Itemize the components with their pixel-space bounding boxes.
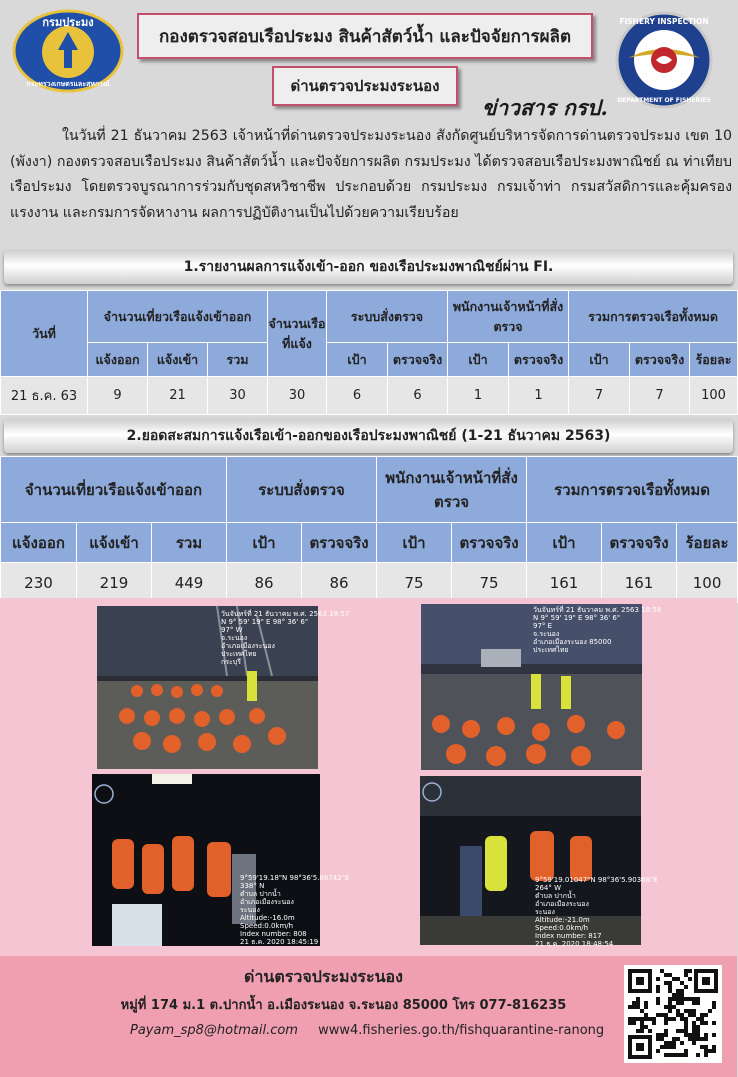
- col-system: ระบบสั่งตรวจ: [227, 457, 377, 523]
- daily-report-table: [0, 290, 738, 415]
- col-officer: พนักงานเจ้าหน้าที่สั่งตรวจ: [448, 291, 569, 343]
- table-cell: 7: [569, 377, 630, 415]
- svg-text:DEPARTMENT OF FISHERIES: DEPARTMENT OF FISHERIES: [617, 97, 711, 104]
- table-row: [1, 377, 738, 415]
- col-out: แจ้งออก: [1, 523, 77, 563]
- col-system-target: เป้า: [327, 343, 388, 377]
- inspection-photo-3: [92, 774, 350, 946]
- col-sum: รวม: [208, 343, 268, 377]
- table-cell: 30: [208, 377, 268, 415]
- table-cell: 161: [527, 563, 602, 603]
- col-system-actual: ตรวจจริง: [388, 343, 448, 377]
- table-cell: 100: [690, 377, 738, 415]
- col-system: ระบบสั่งตรวจ: [327, 291, 448, 343]
- table-cell: 21: [148, 377, 208, 415]
- table-cell: 86: [302, 563, 377, 603]
- col-total: รวมการตรวจเรือทั้งหมด: [527, 457, 738, 523]
- col-total: รวมการตรวจเรือทั้งหมด: [569, 291, 738, 343]
- qr-code: [624, 965, 722, 1063]
- photo-stamp: วันจันทร์ที่ 21 ธันวาคม พ.ศ. 2563 18:57 N 9° 59' 19" E 98° 36' 6" 97° W จ.ระนอง อำเภอเมืองระนอง ประเทศไทย กระบุรี: [221, 610, 350, 666]
- inspection-photo-1: [97, 606, 350, 769]
- svg-text:FISHERY INSPECTION: FISHERY INSPECTION: [619, 17, 709, 26]
- news-tag: ข่าวสาร กรป.: [482, 95, 608, 120]
- col-trips: จำนวนเที่ยวเรือแจ้งเข้าออก: [1, 457, 227, 523]
- col-total-target: เป้า: [569, 343, 630, 377]
- photo-stamp: 9°59'19.18"N 98°36'5.86742"E 338° N ตำบล ปากน้ำ อำเภอเมืองระนอง ระนอง Altitude:-16.0m Speed:0.0km/h Index number: 808 21 ธ.ค. 2020 18:45:19: [240, 874, 350, 946]
- col-date: วันที่: [1, 291, 88, 377]
- footer-title: ด่านตรวจประมงระนอง: [244, 967, 403, 986]
- col-trips: จำนวนเที่ยวเรือแจ้งเข้าออก: [88, 291, 268, 343]
- table-cell: 6: [388, 377, 448, 415]
- col-system-actual: ตรวจจริง: [302, 523, 377, 563]
- table-cell: 75: [452, 563, 527, 603]
- col-sum: รวม: [152, 523, 227, 563]
- department-of-fisheries-logo: [12, 10, 124, 92]
- table-cell: 449: [152, 563, 227, 603]
- photo-stamp: 9°59'19.01047"N 98°36'5.90368"E 264° W ตำบล ปากน้ำ อำเภอเมืองระนอง ระนอง Altitude:-21.0m Speed:0.0km/h Index number: 817 21 ธ.ค. 2020 18:48:54: [535, 876, 658, 948]
- email-link[interactable]: Payam_sp8@hotmail.com: [130, 1023, 298, 1038]
- inspection-photo-2: [421, 604, 662, 770]
- col-officer-actual: ตรวจจริง: [452, 523, 527, 563]
- footer-contact: [130, 1023, 604, 1038]
- table-cell: 100: [677, 563, 738, 603]
- svg-text:กระทรวงเกษตรและสหกรณ์: กระทรวงเกษตรและสหกรณ์: [26, 80, 110, 88]
- col-out: แจ้งออก: [88, 343, 148, 377]
- table-cell: 1: [448, 377, 509, 415]
- col-officer-actual: ตรวจจริง: [509, 343, 569, 377]
- website-link[interactable]: www4.fisheries.go.th/fishquarantine-ranong: [318, 1023, 605, 1038]
- section1-title: 1.รายงานผลการแจ้งเข้า-ออก ของเรือประมงพาณิชย์ผ่าน FI.: [4, 250, 733, 284]
- table-cell: 6: [327, 377, 388, 415]
- table-cell: 230: [1, 563, 77, 603]
- table-cell: 21 ธ.ค. 63: [1, 377, 88, 415]
- table-row: [1, 563, 738, 603]
- table-cell: 75: [377, 563, 452, 603]
- svg-text:กรมประมง: กรมประมง: [42, 16, 94, 29]
- col-total-actual: ตรวจจริง: [630, 343, 690, 377]
- footer-address: หมู่ที่ 174 ม.1 ต.ปากน้ำ อ.เมืองระนอง จ.ระนอง 85000 โทร 077-816235: [120, 998, 567, 1013]
- table-cell: 30: [268, 377, 327, 415]
- col-total-target: เป้า: [527, 523, 602, 563]
- section2-title: 2.ยอดสะสมการแจ้งเรือเข้า-ออกของเรือประมงพาณิชย์ (1-21 ธันวาคม 2563): [4, 419, 733, 453]
- page-title: กองตรวจสอบเรือประมง สินค้าสัตว์น้ำ และปัจจัยการผลิต: [137, 13, 593, 59]
- fishery-inspection-logo: [608, 10, 720, 110]
- page-subtitle: ด่านตรวจประมงระนอง: [272, 66, 458, 106]
- col-total-actual: ตรวจจริง: [602, 523, 677, 563]
- inspection-photo-4: [420, 776, 658, 948]
- col-system-target: เป้า: [227, 523, 302, 563]
- table-cell: 161: [602, 563, 677, 603]
- table-cell: 9: [88, 377, 148, 415]
- col-vessels: จำนวนเรือที่แจ้ง: [268, 291, 327, 377]
- photo-stamp: วันจันทร์ที่ 21 ธันวาคม พ.ศ. 2563 18:58 N 9° 59' 19" E 98° 36' 6" 97° E จ.ระนอง อำเภอเมืองระนอง 85000 ประเทศไทย: [533, 606, 662, 654]
- col-officer-target: เป้า: [377, 523, 452, 563]
- col-in: แจ้งเข้า: [148, 343, 208, 377]
- header: [0, 0, 737, 248]
- col-officer: พนักงานเจ้าหน้าที่สั่งตรวจ: [377, 457, 527, 523]
- table-cell: 219: [77, 563, 152, 603]
- col-percent: ร้อยละ: [677, 523, 738, 563]
- table-cell: 86: [227, 563, 302, 603]
- col-officer-target: เป้า: [448, 343, 509, 377]
- col-percent: ร้อยละ: [690, 343, 738, 377]
- col-in: แจ้งเข้า: [77, 523, 152, 563]
- intro-paragraph: ในวันที่ 21 ธันวาคม 2563 เจ้าหน้าที่ด่านตรวจประมงระนอง สังกัดศูนย์บริหารจัดการด่านตรวจประมง เขต 10 (พังงา) กองตรวจสอบเรือประมง สินค้าสัตว์น้ำ และปัจจัยการผลิต กรมประมง ได้ตรวจสอบเรือประมงพาณิชย์ ณ ท่าเทียบเรือประมง โดยตรวจบูรณาการร่วมกับชุดสหวิชาชีพ ประกอบด้วย กรมประมง กรมเจ้าท่า กรมสวัสดิการและคุ้มครองแรงงาน และกรมการจัดหางาน ผลการปฏิบัติงานเป็นไปด้วยความเรียบร้อย: [10, 128, 732, 221]
- table-cell: 1: [509, 377, 569, 415]
- cumulative-report-table: [0, 456, 738, 603]
- table-cell: 7: [630, 377, 690, 415]
